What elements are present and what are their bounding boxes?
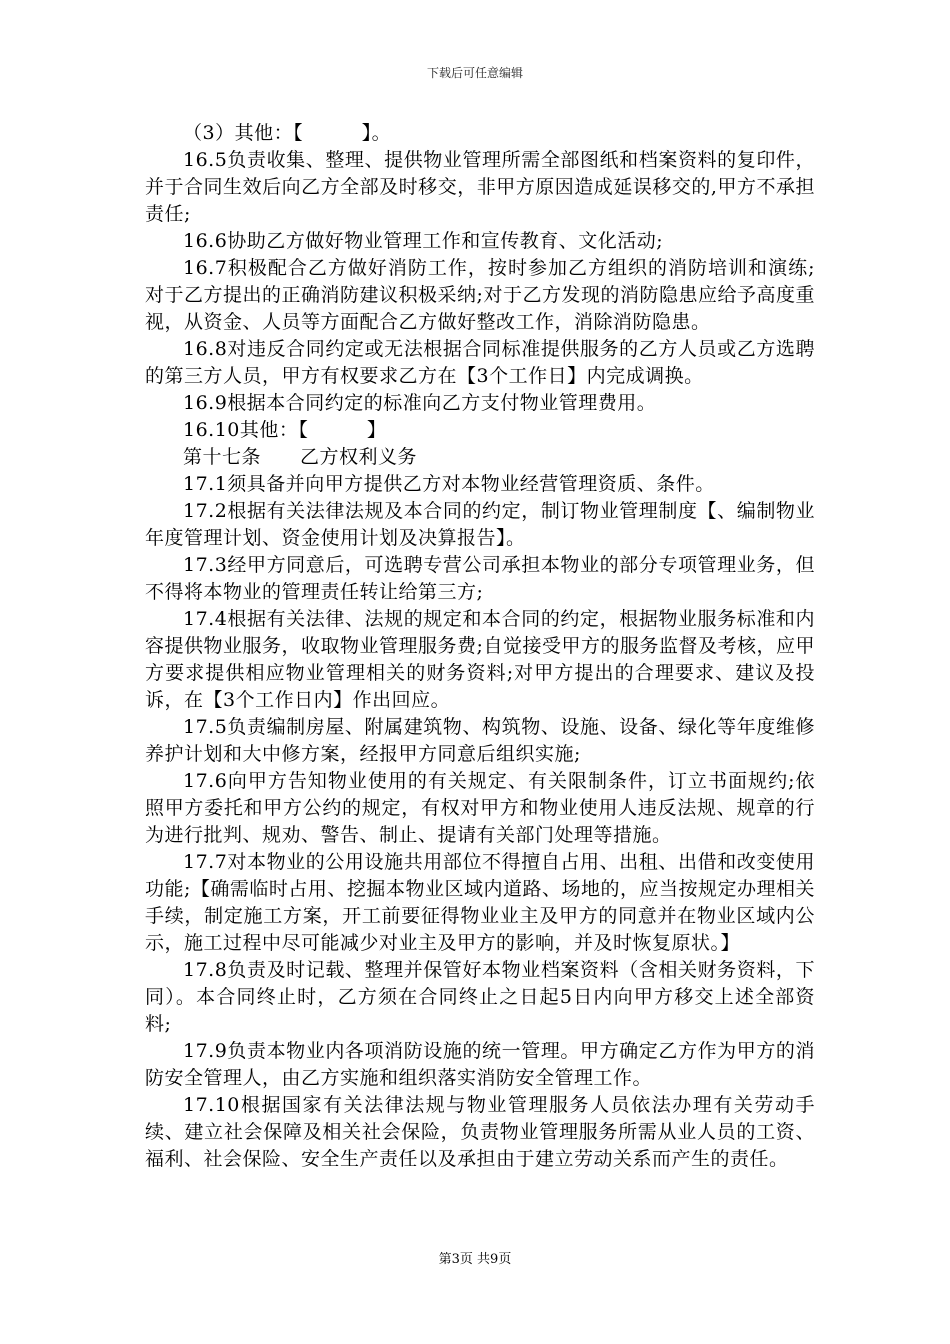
- paragraph-16-8: 16.8对违反合同约定或无法根据合同标准提供服务的乙方人员或乙方选聘的第三方人员，甲方有权要求乙方在【3个工作日】内完成调换。: [145, 338, 815, 387]
- paragraph-other-3: （3）其他：【 】。: [183, 122, 392, 144]
- paragraph-16-9: 16.9根据本合同约定的标准向乙方支付物业管理费用。: [183, 392, 657, 414]
- paragraph-17-8: 17.8负责及时记载、整理并保管好本物业档案资料（含相关财务资料，下同）。本合同终止时，乙方须在合同终止之日起5日内向甲方移交上述全部资料;: [145, 959, 815, 1035]
- paragraph-17-10: 17.10根据国家有关法律法规与物业管理服务人员依法办理有关劳动手续、建立社会保障及相关社会保险，负责物业管理服务所需从业人员的工资、福利、社会保险、安全生产责任以及承担由于建立劳动关系而产生的责任。: [145, 1094, 815, 1170]
- paragraph-17-1: 17.1须具备并向甲方提供乙方对本物业经营管理资质、条件。: [183, 473, 715, 495]
- paragraph-17-4: 17.4根据有关法律、法规的规定和本合同的约定，根据物业服务标准和内容提供物业服务，收取物业管理服务费;自觉接受甲方的服务监督及考核，应甲方要求提供相应物业管理相关的财务资料;对甲方提出的合理要求、建议及投诉，在【3个工作日内】作出回应。: [145, 608, 815, 711]
- article-17-heading: 第十七条 乙方权利义务: [183, 446, 418, 468]
- paragraph-16-6: 16.6协助乙方做好物业管理工作和宣传教育、文化活动;: [183, 230, 664, 252]
- paragraph-17-7: 17.7对本物业的公用设施共用部位不得擅自占用、出租、出借和改变使用功能;【确需临时占用、挖掘本物业区域内道路、场地的，应当按规定办理相关手续，制定施工方案，开工前要征得物业业主及甲方的同意并在物业区域内公示，施工过程中尽可能减少对业主及甲方的影响，并及时恢复原状。】: [145, 851, 815, 954]
- paragraph-16-5: 16.5负责收集、整理、提供物业管理所需全部图纸和档案资料的复印件，并于合同生效后向乙方全部及时移交，非甲方原因造成延误移交的,甲方不承担责任;: [145, 149, 815, 225]
- page-footer: 第3页 共9页: [438, 1252, 512, 1267]
- paragraph-17-9: 17.9负责本物业内各项消防设施的统一管理。甲方确定乙方作为甲方的消防安全管理人，由乙方实施和组织落实消防安全管理工作。: [145, 1040, 815, 1089]
- page-header: 下载后可任意编辑: [426, 66, 523, 80]
- paragraph-16-7: 16.7积极配合乙方做好消防工作，按时参加乙方组织的消防培训和演练;对于乙方提出的正确消防建议积极采纳;对于乙方发现的消防隐患应给予高度重视，从资金、人员等方面配合乙方做好整改工作，消除消防隐患。: [145, 257, 815, 333]
- paragraph-17-2: 17.2根据有关法律法规及本合同的约定，制订物业管理制度【、编制物业年度管理计划、资金使用计划及决算报告】。: [145, 500, 815, 549]
- document-body: [145, 120, 815, 1173]
- paragraph-17-6: 17.6向甲方告知物业使用的有关规定、有关限制条件，订立书面规约;依照甲方委托和甲方公约的规定，有权对甲方和物业使用人违反法规、规章的行为进行批判、规劝、警告、制止、提请有关部门处理等措施。: [145, 770, 815, 846]
- paragraph-16-10: 16.10其他：【 】: [183, 419, 387, 441]
- paragraph-17-3: 17.3经甲方同意后，可选聘专营公司承担本物业的部分专项管理业务，但不得将本物业的管理责任转让给第三方;: [145, 554, 815, 603]
- paragraph-17-5: 17.5负责编制房屋、附属建筑物、构筑物、设施、设备、绿化等年度维修养护计划和大中修方案，经报甲方同意后组织实施;: [145, 716, 815, 765]
